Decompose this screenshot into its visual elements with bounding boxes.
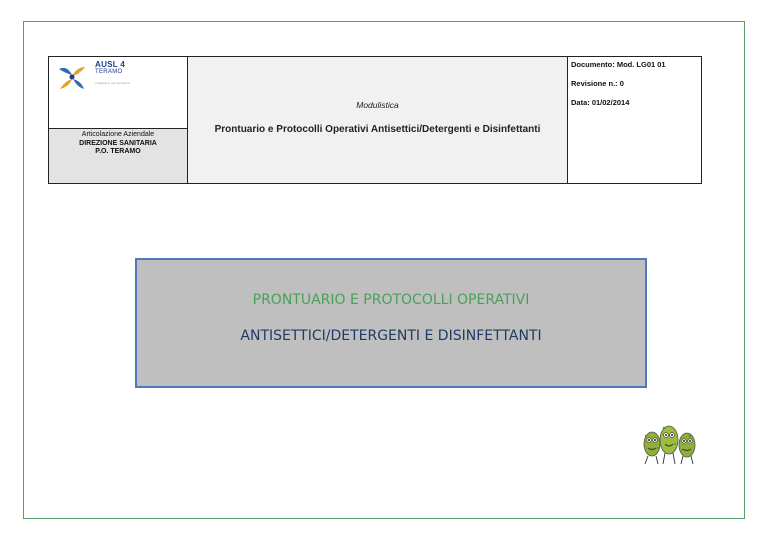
banner-line-1: PRONTUARIO E PROTOCOLLI OPERATIVI — [252, 292, 530, 308]
logo-name: AUSL 4 — [95, 60, 126, 69]
header-left-column — [49, 57, 188, 183]
logo-cell — [49, 57, 187, 129]
document-code: Documento: Mod. LG01 01 — [571, 60, 666, 69]
department-line: Articolazione Aziendale — [81, 131, 155, 138]
germs-illustration — [638, 418, 700, 470]
header-meta-column — [568, 57, 701, 183]
document-header — [48, 56, 702, 184]
header-center-column — [188, 57, 568, 183]
ausl-logo-icon — [57, 63, 87, 93]
document-date: Data: 01/02/2014 — [571, 98, 630, 107]
banner-line-2: ANTISETTICI/DETERGENTI E DISINFETTANTI — [240, 328, 542, 344]
department-line: DIREZIONE SANITARIA — [79, 139, 157, 147]
department-line: P.O. TERAMO — [95, 148, 141, 155]
logo-city: TERAMO — [95, 69, 123, 75]
revision-number: Revisione n.: 0 — [571, 79, 624, 88]
logo-tagline: il valore è nel territorio — [95, 81, 130, 85]
department-cell — [49, 129, 187, 183]
title-banner — [135, 258, 647, 388]
document-title: Prontuario e Protocolli Operativi Antisettici/Detergenti e Disinfettanti — [214, 124, 541, 135]
header-subtitle: Modulistica — [356, 100, 399, 110]
